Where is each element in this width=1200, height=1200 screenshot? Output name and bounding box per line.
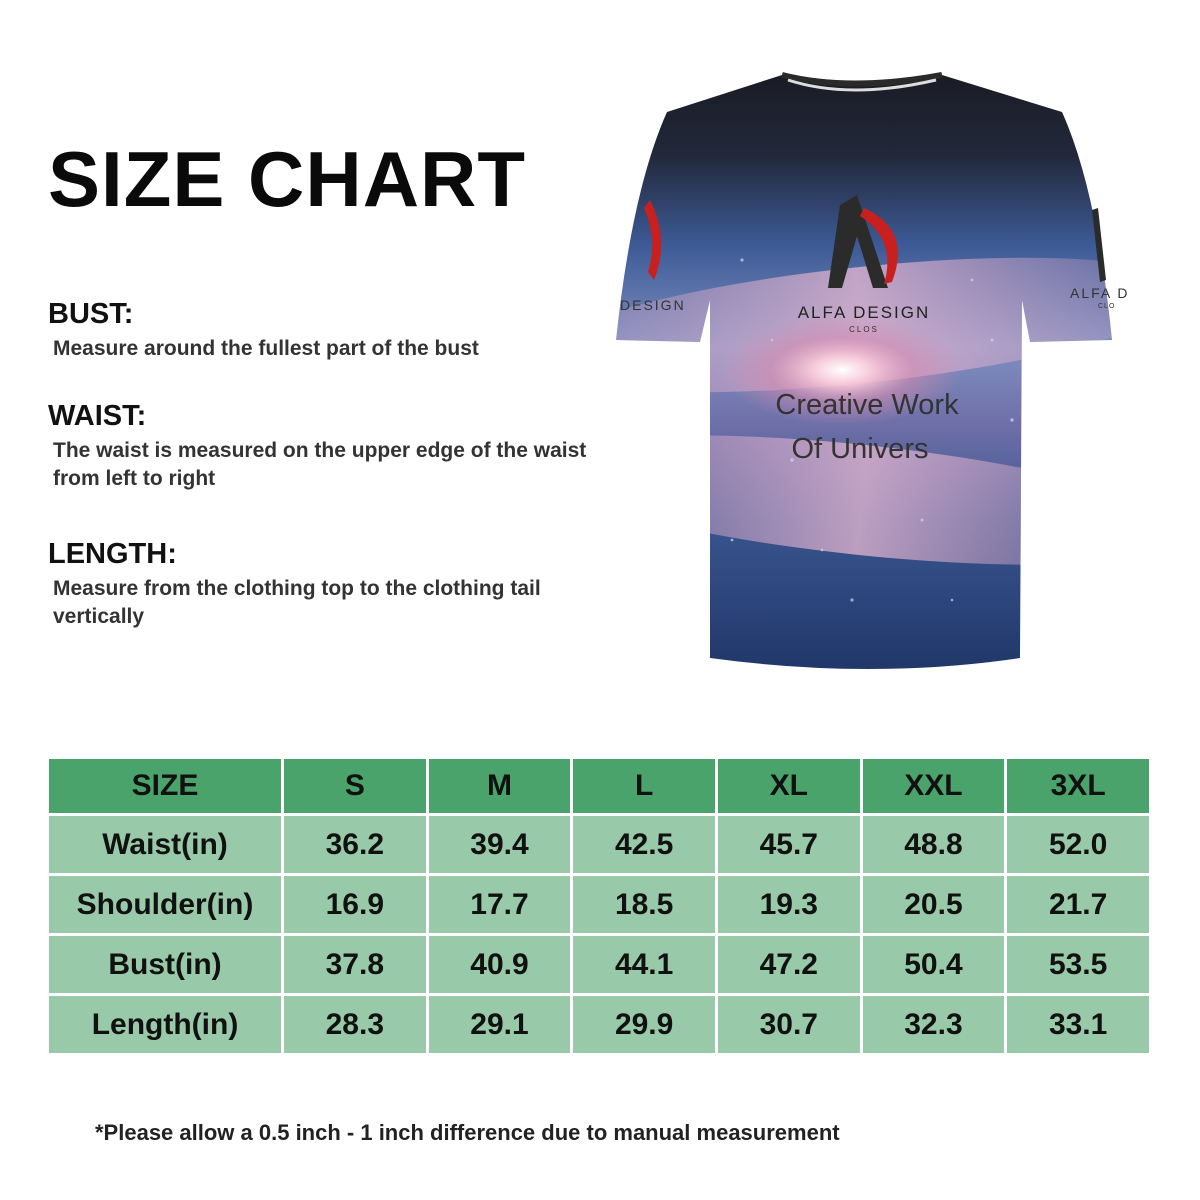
table-cell: 50.4 [863,936,1005,993]
waist-description: The waist is measured on the upper edge of the waist from left to right [53,439,587,490]
bust-label: BUST: [48,298,134,330]
length-measure-info [48,540,608,631]
row-label: Shoulder(in) [49,876,281,933]
table-row [49,876,1149,933]
header-cell: XL [718,759,860,813]
bust-measure-info [48,300,608,363]
table-cell: 30.7 [718,996,860,1053]
table-cell: 21.7 [1007,876,1149,933]
table-cell: 20.5 [863,876,1005,933]
measurement-note: *Please allow a 0.5 inch - 1 inch difference due to manual measurement [95,1120,840,1145]
shirt-brand-text: ALFA DESIGN [797,303,931,322]
table-cell: 48.8 [863,816,1005,873]
shirt-slogan-line1: Creative Work [775,389,959,421]
row-label: Waist(in) [49,816,281,873]
waist-label: WAIST: [48,400,147,432]
table-cell: 39.4 [429,816,571,873]
header-cell: L [573,759,715,813]
shirt-slogan-line2: Of Univers [791,433,929,465]
table-cell: 29.1 [429,996,571,1053]
table-cell: 32.3 [863,996,1005,1053]
right-sleeve-subtext: CLO [1098,303,1116,310]
tshirt-illustration [592,40,1168,680]
table-cell: 53.5 [1007,936,1149,993]
shirt-brand-subtext: CLOS [849,325,879,334]
table-cell: 16.9 [284,876,426,933]
left-sleeve-text: DESIGN [620,297,686,313]
header-cell: M [429,759,571,813]
table-row [49,816,1149,873]
table-cell: 33.1 [1007,996,1149,1053]
page-title: SIZE CHART [48,135,526,223]
length-label: LENGTH: [48,538,177,570]
table-cell: 37.8 [284,936,426,993]
row-label: Length(in) [49,996,281,1053]
table-header-row [49,759,1149,813]
table-cell: 19.3 [718,876,860,933]
row-label: Bust(in) [49,936,281,993]
size-table [46,756,1152,1056]
table-cell: 36.2 [284,816,426,873]
table-cell: 28.3 [284,996,426,1053]
header-cell: SIZE [49,759,281,813]
table-row [49,996,1149,1053]
table-cell: 40.9 [429,936,571,993]
header-cell: 3XL [1007,759,1149,813]
right-sleeve-text: ALFA D [1070,285,1130,301]
header-cell: S [284,759,426,813]
table-row [49,936,1149,993]
table-cell: 44.1 [573,936,715,993]
table-cell: 45.7 [718,816,860,873]
header-cell: XXL [863,759,1005,813]
bust-description: Measure around the fullest part of the bust [53,337,479,360]
table-cell: 29.9 [573,996,715,1053]
table-cell: 52.0 [1007,816,1149,873]
table-cell: 42.5 [573,816,715,873]
waist-measure-info [48,402,608,493]
table-cell: 18.5 [573,876,715,933]
length-description: Measure from the clothing top to the clothing tail vertically [53,577,541,628]
tshirt-product-image [592,40,1168,680]
table-cell: 47.2 [718,936,860,993]
table-cell: 17.7 [429,876,571,933]
